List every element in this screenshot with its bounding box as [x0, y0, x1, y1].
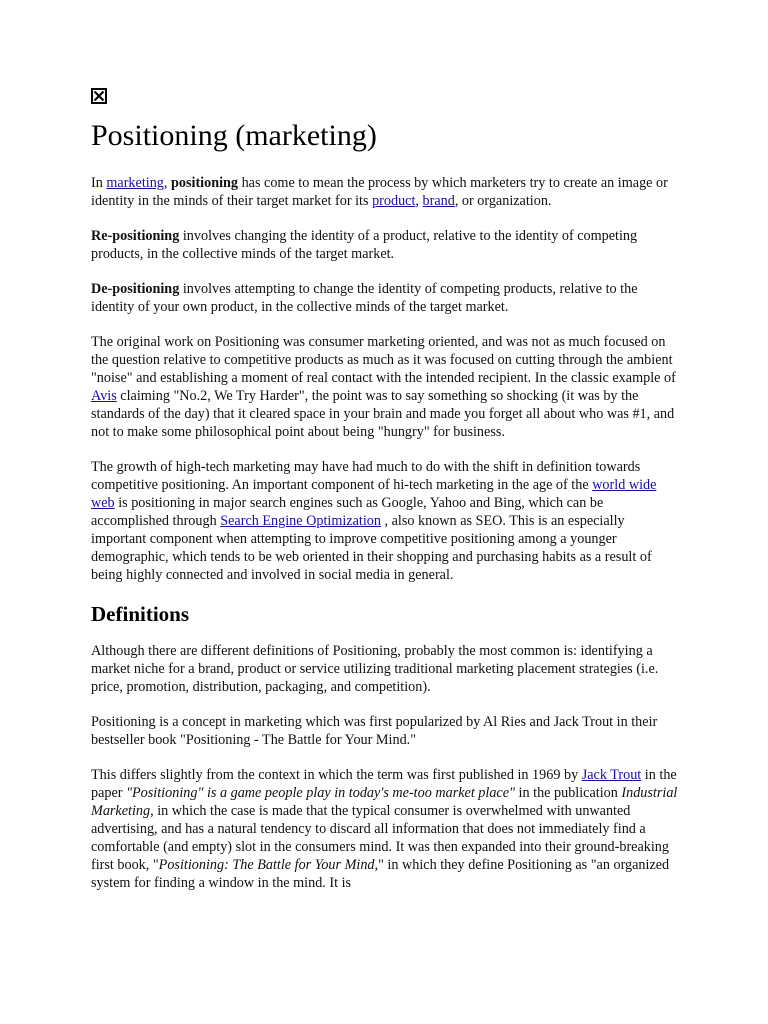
term-positioning: positioning — [171, 175, 239, 191]
paragraph-repositioning: Re-positioning involves changing the identity of a product, relative to the identity of competing products, in the collective minds of the target market. — [91, 228, 638, 262]
link-brand[interactable]: brand — [422, 193, 455, 209]
broken-image-icon — [91, 88, 107, 104]
paper-title: "Positioning" is a game people play in today's me-too market place" — [126, 785, 515, 801]
link-seo[interactable]: Search Engine Optimization — [220, 513, 381, 529]
link-product[interactable]: product — [372, 193, 416, 209]
term-depositioning: De-positioning — [91, 281, 180, 297]
link-jack-trout[interactable]: Jack Trout — [581, 767, 642, 783]
link-world-wide-web[interactable]: world wide web — [91, 477, 657, 511]
paragraph-intro: In marketing, positioning has come to mean the process by which marketers try to create an image or identity in the minds of their target market for its product, brand, or organization. — [91, 175, 668, 209]
paragraph-definitions: Although there are different definitions of Positioning, probably the most common is: identifying a market niche for a brand, product or service utilizing traditional marketing placement strategies (i.e. price, promotion, distribution, packaging, and competition). — [91, 643, 659, 695]
paragraph-ries-trout: Positioning is a concept in marketing which was first popularized by Al Ries and Jack Trout in their bestseller book "Positioning - The Battle for Your Mind." — [91, 714, 658, 748]
publication-name: Industrial Marketing — [91, 785, 678, 819]
book-title: Positioning: The Battle for Your Mind, — [158, 857, 379, 873]
paragraph-original-work: The original work on Positioning was consumer marketing oriented, and was not as much focused on the question relative to competitive products as much as it was focused on cutting through the ambient "noise" and establishing a moment of real contact with the intended recipient. In the classic example of Avis claiming "No.2, We Try Harder", the point was to say something so shocking (it was by the standards of the day) that it cleared space in your brain and made you forget all about who was #1, and not to make some philosophical point about being "hungry" for business. — [91, 334, 676, 440]
page-title: Positioning (marketing) — [91, 119, 377, 152]
heading-definitions: Definitions — [91, 602, 190, 626]
paragraph-high-tech: The growth of high-tech marketing may have had much to do with the shift in definition towards competitive positioning. An important component of hi-tech marketing in the age of the world wide web is positioning in major search engines such as Google, Yahoo and Bing, which can be accomplished through Search Engine Optimization , also known as SEO. This is an especially important component when attempting to improve competitive positioning among a younger demographic, which tends to be web oriented in their shopping and purchasing habits as a result of being highly connected and involved in social media in general. — [91, 459, 657, 583]
link-avis[interactable]: Avis — [91, 388, 117, 404]
link-marketing[interactable]: marketing — [106, 175, 164, 191]
paragraph-depositioning: De-positioning involves attempting to change the identity of competing products, relative to the identity of your own product, in the collective minds of the target market. — [91, 281, 638, 315]
article-body — [91, 88, 681, 909]
paragraph-history: This differs slightly from the context in which the term was first published in 1969 by Jack Trout in the paper "Positioning" is a game people play in today's me-too market place" in the publication Industrial Marketing, in which the case is made that the typical consumer is overwhelmed with unwanted advertising, and has a natural tendency to discard all information that does not immediately find a comfortable (and empty) slot in the consumers mind. It was then expanded into their ground-breaking first book, "Positioning: The Battle for Your Mind," in which they define Positioning as "an organized system for finding a window in the mind. It is — [91, 767, 678, 891]
term-repositioning: Re-positioning — [91, 228, 180, 244]
